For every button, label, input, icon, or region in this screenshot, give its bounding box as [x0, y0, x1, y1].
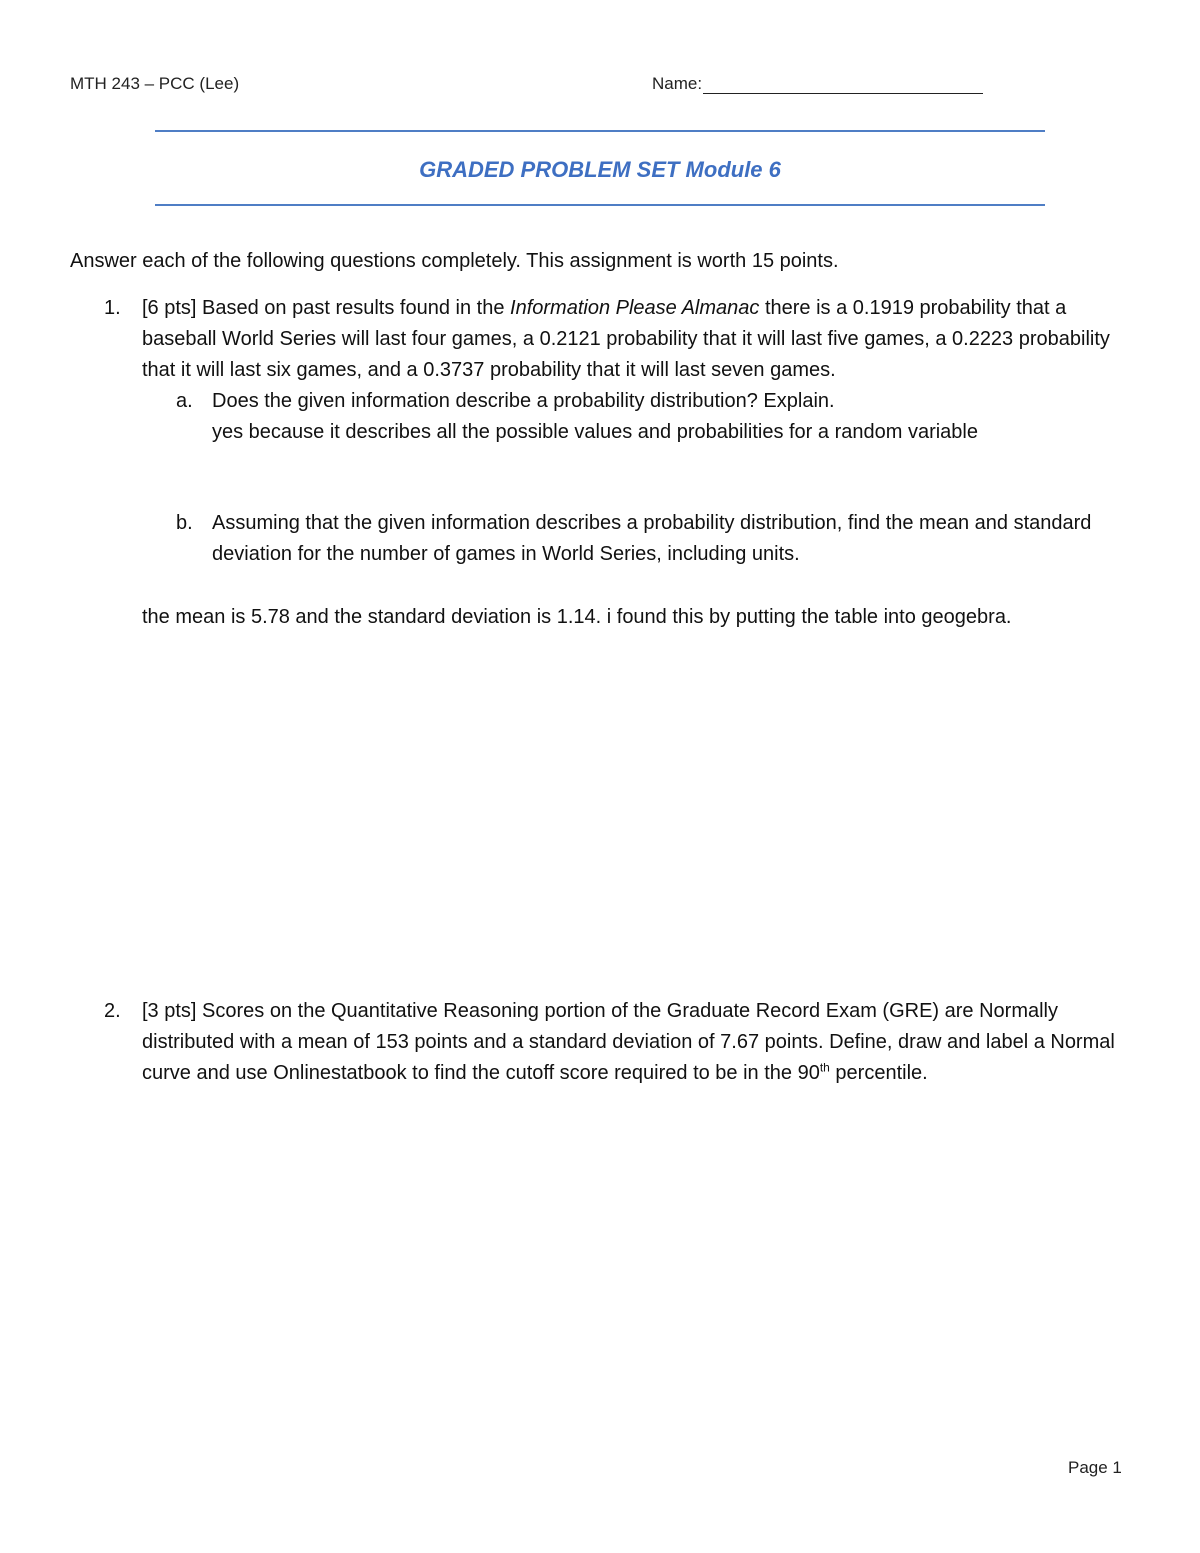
question-2-text	[142, 996, 1142, 1089]
name-field	[652, 74, 983, 94]
title-rule-bottom	[155, 204, 1045, 206]
question-1-text	[142, 293, 1142, 386]
question-2-number: 2.	[104, 1000, 121, 1022]
question-1-source: Information Please Almanac	[510, 297, 760, 319]
page-number: Page 1	[1068, 1458, 1122, 1477]
part-b-question: Assuming that the given information describes a probability distribution, find the mean and standard deviation for the number of games in World Series, including units.	[212, 512, 1092, 565]
question-1-number: 1.	[104, 297, 121, 319]
part-a-question: Does the given information describe a probability distribution? Explain.	[212, 390, 835, 412]
part-a-answer: yes because it describes all the possible values and probabilities for a random variable	[212, 421, 978, 443]
part-a	[212, 386, 1132, 448]
name-blank-line	[703, 76, 983, 94]
question-2-tail: percentile.	[829, 1062, 928, 1084]
question-2-superscript: th	[819, 1060, 830, 1075]
question-2-body: [3 pts] Scores on the Quantitative Reasoning portion of the Graduate Record Exam (GRE) are Normally distributed with a mean of 153 points and a standard deviation of 7.67 points. Define, draw and label a Normal curve and use Onlinestatbook to find the cutoff score required to be in the 90	[142, 1000, 1115, 1084]
name-label: Name:	[652, 74, 703, 93]
page-title: GRADED PROBLEM SET Module 6	[419, 157, 781, 182]
title-rule-top	[155, 130, 1045, 132]
question-1-rest: there is a 0.1919 probability that a baseball World Series will last four games, a 0.2121 probability that it will last five games, a 0.2223 probability that it will last six games, and a 0.3737 probability that it will last seven games.	[142, 297, 1110, 381]
course-header: MTH 243 – PCC (Lee)	[70, 74, 240, 93]
part-b-answer: the mean is 5.78 and the standard deviation is 1.14. i found this by putting the table into geogebra.	[142, 606, 1012, 628]
part-b-letter: b.	[176, 512, 193, 534]
intro-text: Answer each of the following questions completely. This assignment is worth 15 points.	[70, 250, 839, 272]
part-a-letter: a.	[176, 390, 193, 412]
question-1-lead: [6 pts] Based on past results found in the	[142, 297, 511, 319]
